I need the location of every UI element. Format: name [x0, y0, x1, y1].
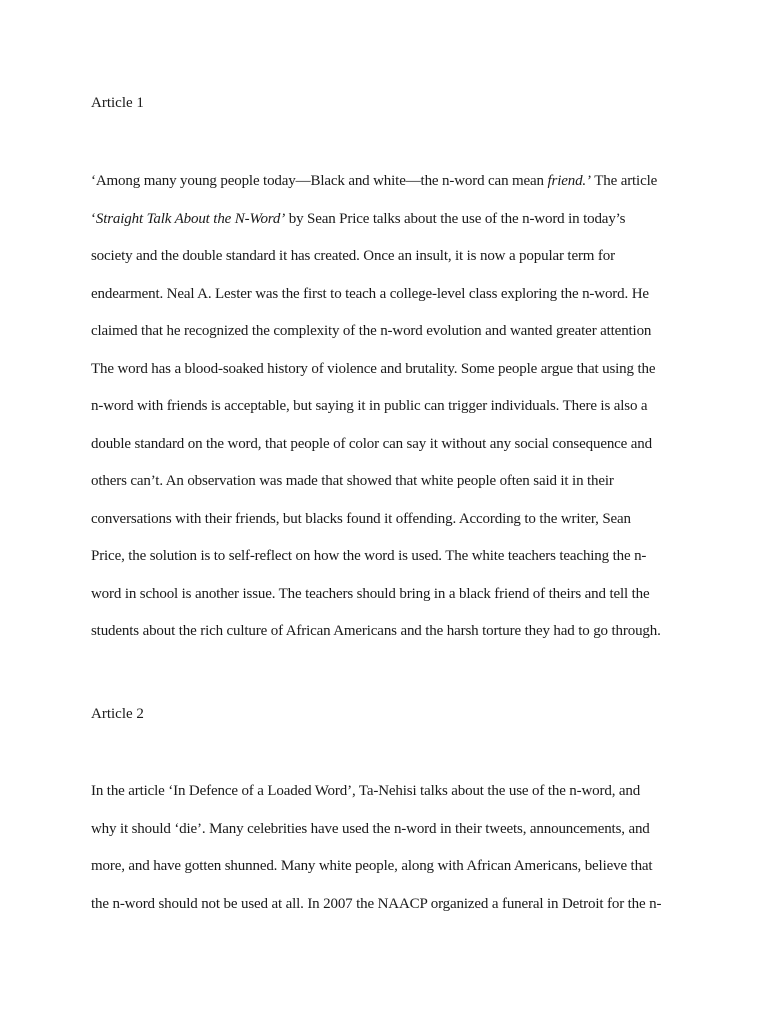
- text-line: [91, 781, 691, 819]
- text-run: by Sean Price talks about the use of the n-word in today’s: [285, 210, 626, 227]
- italic-text: friend.’: [547, 173, 591, 189]
- text-run: conversations with their friends, but blacks found it offending. According to the writer, Sean: [91, 510, 631, 527]
- text-run: society and the double standard it has created. Once an insult, it is now a popular term for: [91, 248, 615, 264]
- text-run: double standard on the word, that people of color can say it without any social consequence and: [91, 435, 652, 452]
- text-line: [91, 171, 691, 209]
- article-1-body: [91, 171, 691, 659]
- text-line: [91, 284, 691, 322]
- text-line: [91, 856, 691, 894]
- text-line: [91, 471, 691, 509]
- text-line: [91, 209, 691, 247]
- text-run: claimed that he recognized the complexity of the n-word evolution and wanted greater attention: [91, 323, 652, 339]
- text-run: students about the rich culture of African Americans and the harsh torture they had to go through.: [91, 623, 661, 639]
- text-run: In the article ‘In Defence of a Loaded Word’, Ta-Nehisi talks about the use of the n-word, and: [91, 783, 641, 799]
- text-run: more, and have gotten shunned. Many white people, along with African Americans, believe that: [91, 858, 653, 874]
- text-line: [91, 434, 691, 472]
- italic-text: Straight Talk About the N-Word’: [95, 210, 286, 227]
- text-run: others can’t. An observation was made that showed that white people often said it in their: [91, 473, 614, 489]
- text-line: [91, 509, 691, 547]
- article-2-body: [91, 781, 691, 931]
- text-line: [91, 621, 691, 659]
- text-run: why it should ‘die’. Many celebrities have used the n-word in their tweets, announcements, and: [91, 820, 650, 837]
- article-2-heading: Article 2: [91, 706, 144, 722]
- text-line: [91, 396, 691, 434]
- text-run: endearment. Neal A. Lester was the first to teach a college-level class exploring the n-word. He: [91, 285, 649, 302]
- text-run: The word has a blood-soaked history of violence and brutality. Some people argue that using the: [91, 360, 656, 377]
- text-run: the n-word should not be used at all. In 2007 the NAACP organized a funeral in Detroit for the n-: [91, 895, 662, 912]
- text-line: [91, 359, 691, 397]
- text-run: ‘Among many young people today—Black and white—the n-word can mean: [91, 173, 548, 189]
- text-line: [91, 584, 691, 622]
- text-line: [91, 819, 691, 857]
- article-1-heading: Article 1: [91, 95, 144, 111]
- text-line: [91, 246, 691, 284]
- text-line: [91, 546, 691, 584]
- text-run: The article: [590, 173, 658, 189]
- text-line: [91, 894, 691, 932]
- text-run: n-word with friends is acceptable, but saying it in public can trigger individuals. There is also a: [91, 398, 648, 414]
- text-run: Price, the solution is to self-reflect on how the word is used. The white teachers teaching the n-: [91, 548, 647, 564]
- text-run: word in school is another issue. The teachers should bring in a black friend of theirs and tell the: [91, 585, 650, 602]
- text-run: ‘: [91, 210, 96, 227]
- text-line: [91, 321, 691, 359]
